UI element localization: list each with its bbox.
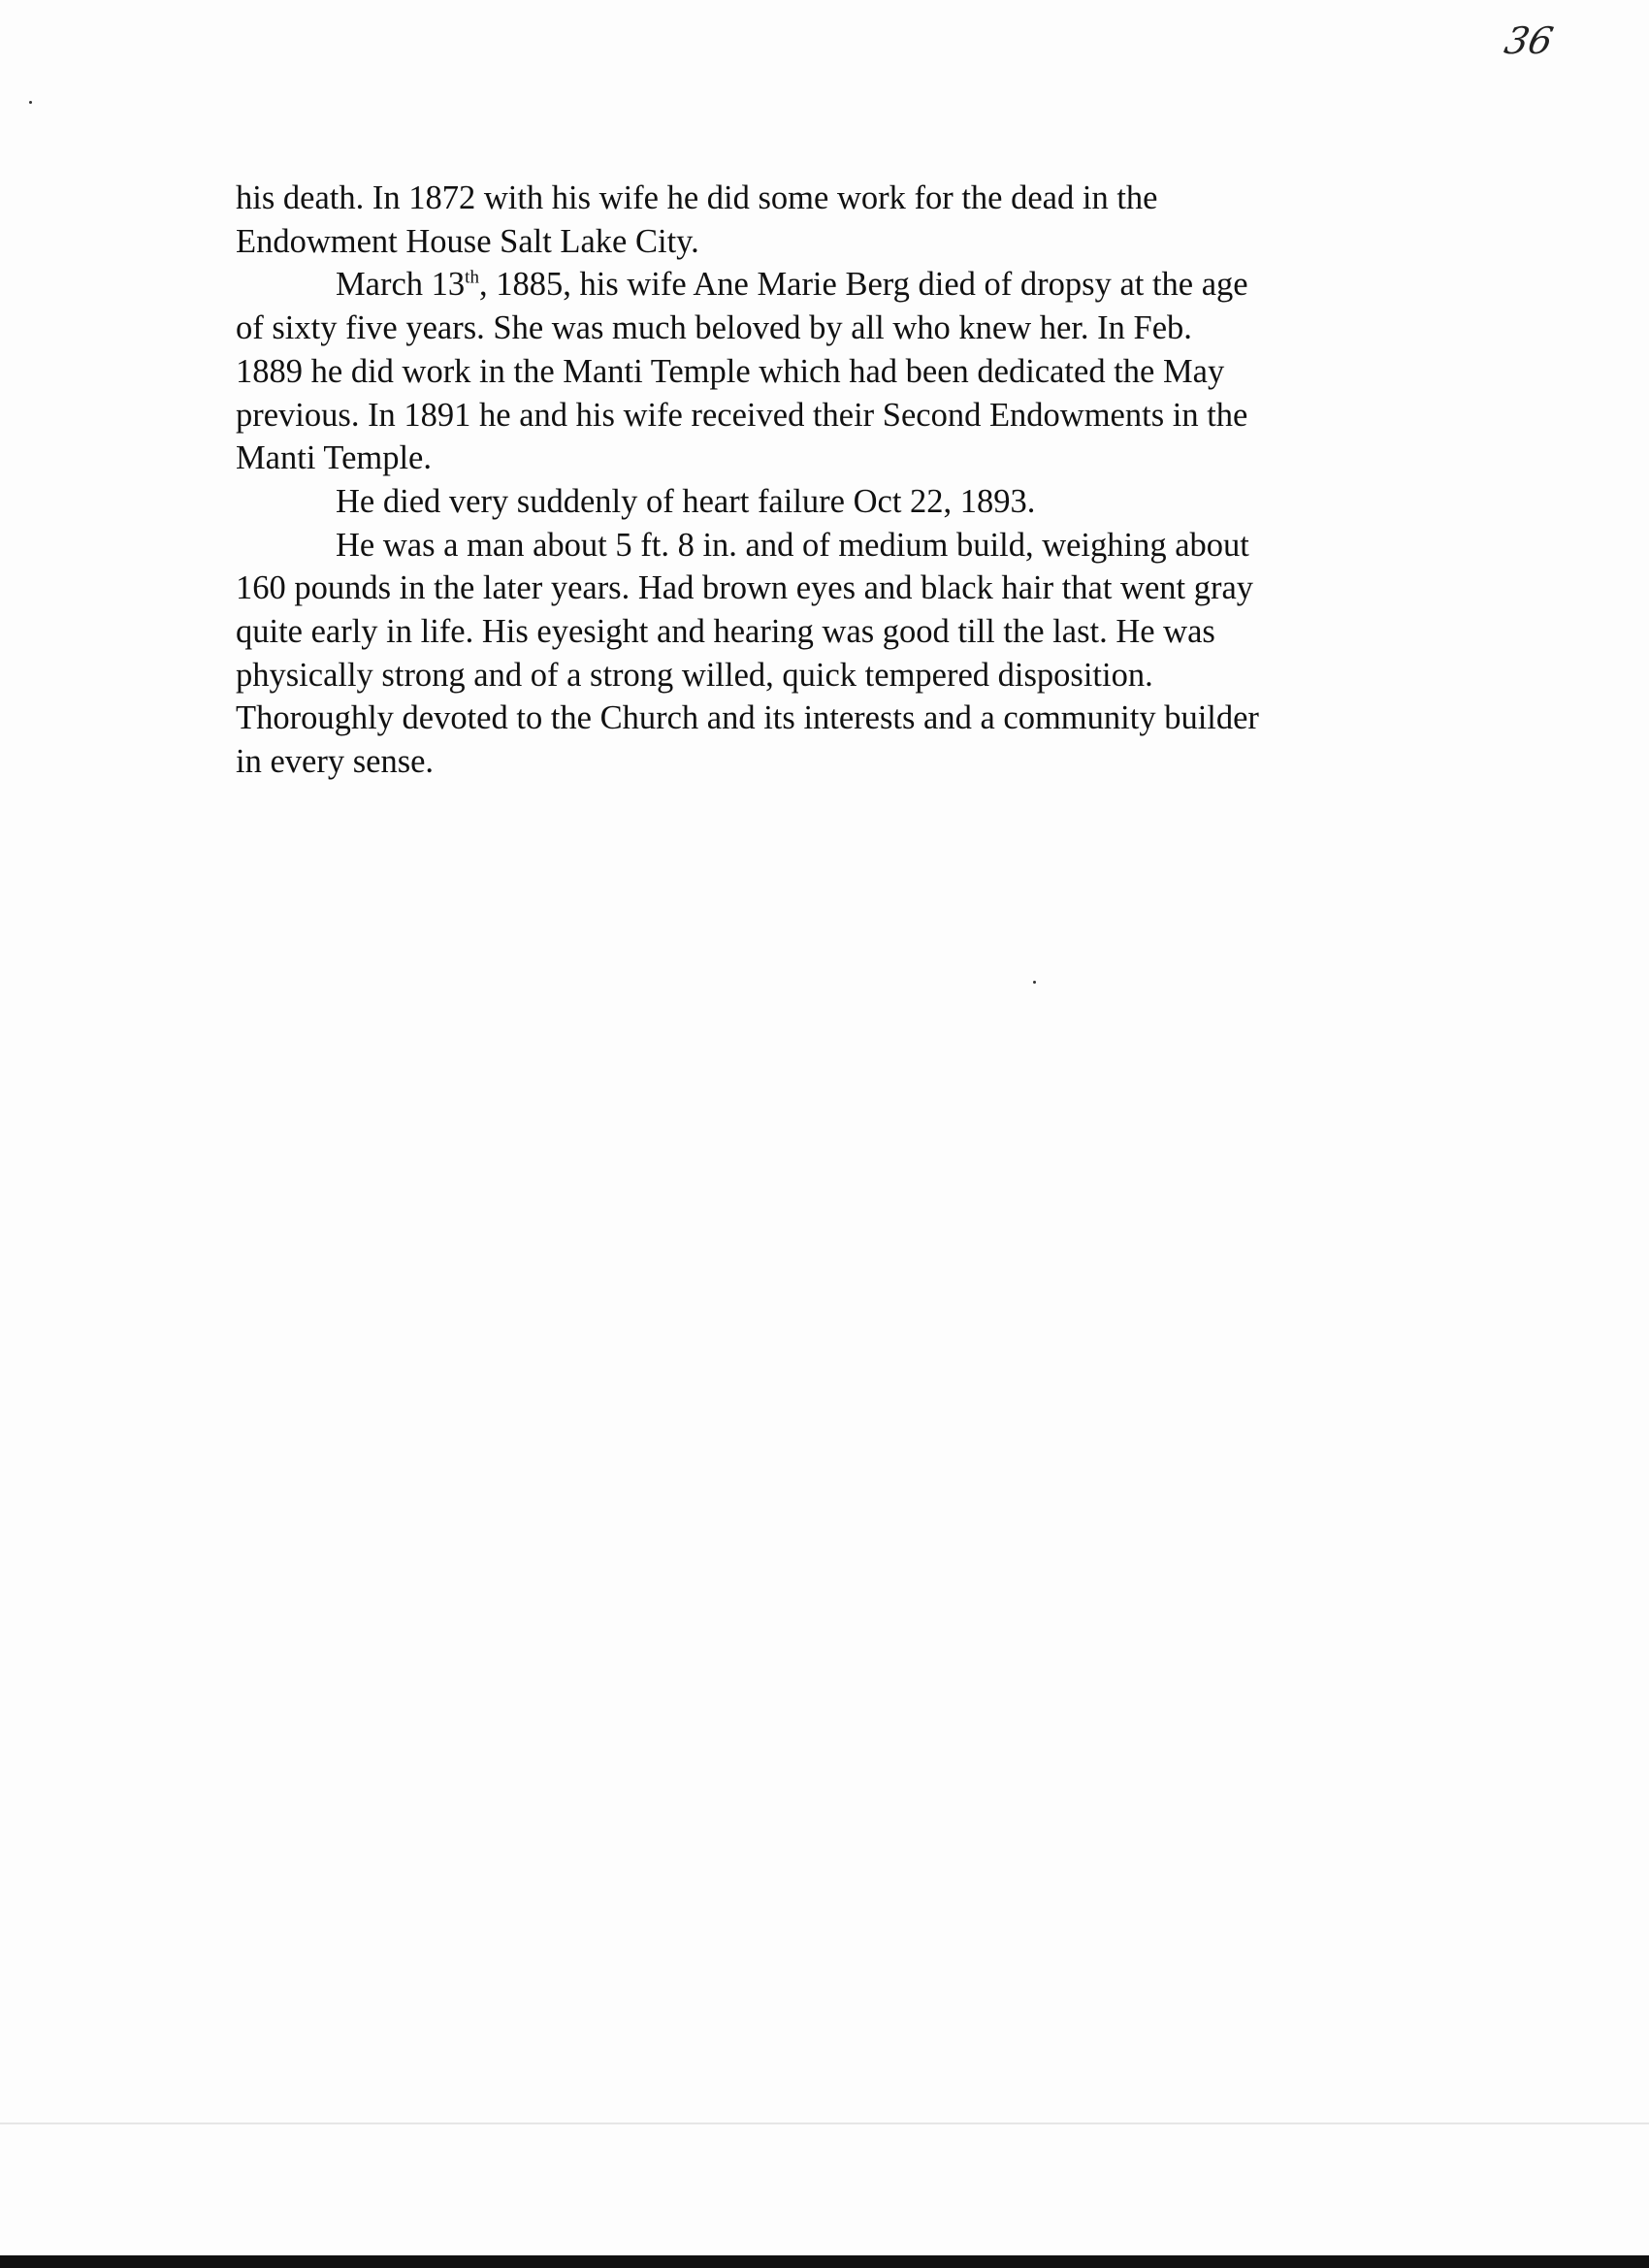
scan-speck	[1033, 981, 1036, 984]
scan-speck	[29, 101, 32, 104]
text-line: of sixty five years. She was much beloved by all who knew her. In Feb.	[236, 309, 1192, 347]
text-line: 1889 he did work in the Manti Temple which had been dedicated the May	[236, 352, 1225, 390]
text-line: Endowment House Salt Lake City.	[236, 222, 699, 260]
text-line	[236, 263, 1458, 307]
text-line: quite early in life. His eyesight and hearing was good till the last. He was	[236, 613, 1215, 651]
document-body	[236, 177, 1458, 784]
text-line: Thoroughly devoted to the Church and its interests and a community builder	[236, 699, 1259, 737]
text-line: 160 pounds in the later years. Had brown eyes and black hair that went gray	[236, 569, 1254, 607]
text-line: Manti Temple.	[236, 439, 432, 477]
text-line: his death. In 1872 with his wife he did some work for the dead in the	[236, 179, 1158, 216]
text-span: March 13	[336, 266, 466, 304]
superscript: th	[465, 267, 479, 288]
text-line: in every sense.	[236, 743, 435, 781]
text-line: previous. In 1891 he and his wife received their Second Endowments in the	[236, 396, 1248, 434]
text-line: He was a man about 5 ft. 8 in. and of medium build, weighing about	[336, 526, 1249, 564]
text-span: , 1885, his wife Ane Marie Berg died of dropsy at the age	[478, 266, 1248, 304]
text-line: He died very suddenly of heart failure Oct 22, 1893.	[336, 482, 1036, 520]
handwritten-page-number: 36	[1501, 19, 1558, 62]
scan-bottom-edge	[0, 2255, 1649, 2268]
scan-fold-line	[0, 2122, 1649, 2124]
text-line: physically strong and of a strong willed, quick tempered disposition.	[236, 656, 1153, 694]
